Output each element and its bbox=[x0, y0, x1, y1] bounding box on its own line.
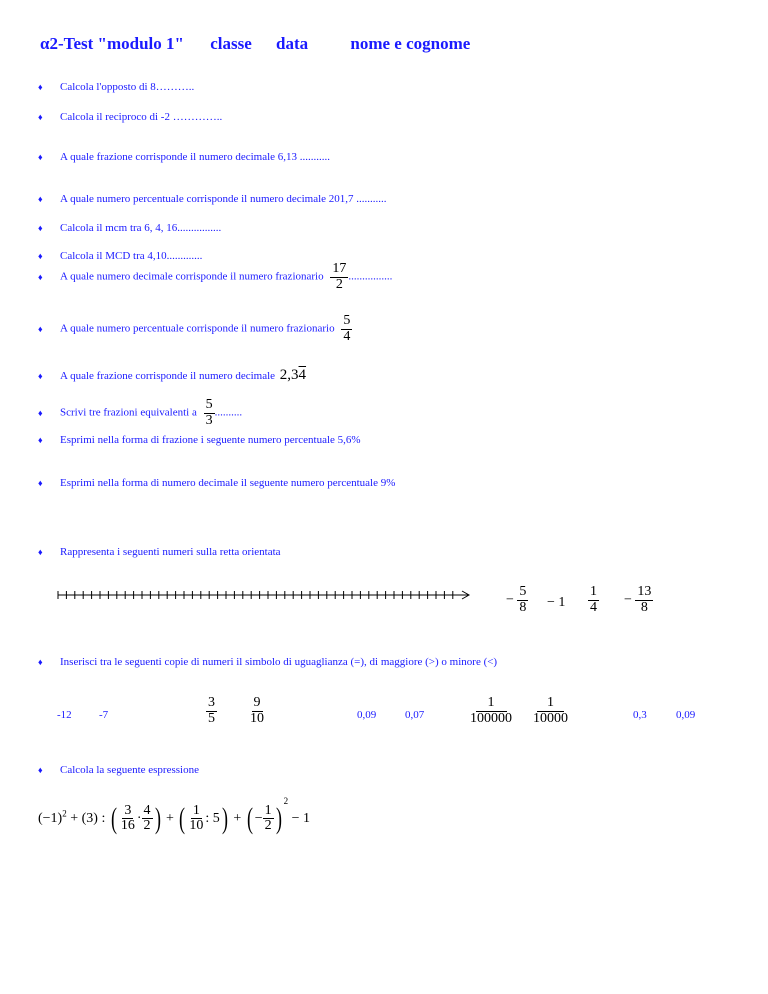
question-11: ♦ Esprimi nella forma di frazione i seguente numero percentuale 5,6% bbox=[38, 434, 361, 446]
question-3: ♦ A quale frazione corrisponde il numero decimale 6,13 ........... bbox=[38, 151, 331, 163]
diamond-icon: ♦ bbox=[38, 324, 43, 335]
periodic-decimal: 2,34 bbox=[279, 367, 307, 383]
question-1: ♦ Calcola l'opposto di 8……….. bbox=[38, 81, 195, 93]
value-minus-13-8: − $\frac{13}{8}$ bbox=[624, 584, 652, 615]
question-4: ♦ A quale numero percentuale corrisponde il numero decimale 201,7 ........... bbox=[38, 193, 387, 205]
pair-1b: -7 bbox=[99, 709, 109, 721]
diamond-icon: ♦ bbox=[38, 765, 43, 776]
pair-4a: $\frac{1}{100000}$ bbox=[470, 695, 512, 726]
diamond-icon: ♦ bbox=[38, 478, 43, 489]
question-7: ♦ A quale numero decimale corrisponde il numero frazionario $\frac{17}{2}$ ................ bbox=[38, 261, 393, 292]
diamond-icon: ♦ bbox=[38, 272, 43, 283]
pair-2b: $\frac{9}{10}$ bbox=[250, 695, 264, 726]
question-9: ♦ A quale frazione corrisponde il numero decimale 2,34 bbox=[38, 367, 307, 383]
question-2: ♦ Calcola il reciproco di -2 ………….. bbox=[38, 111, 223, 123]
question-13: ♦ Rappresenta i seguenti numeri sulla retta orientata bbox=[38, 546, 281, 558]
diamond-icon: ♦ bbox=[38, 408, 43, 419]
pair-5b: 0,09 bbox=[676, 709, 696, 721]
nome-label: nome e cognome bbox=[350, 34, 471, 53]
question-6: ♦ Calcola il MCD tra 4,10............. bbox=[38, 250, 203, 262]
question-5: ♦ Calcola il mcm tra 6, 4, 16................ bbox=[38, 222, 222, 234]
diamond-icon: ♦ bbox=[38, 251, 43, 262]
alpha-symbol: α bbox=[40, 34, 50, 53]
question-10: ♦ Scrivi tre frazioni equivalenti a $\frac{5}{3}$ .......... bbox=[38, 397, 243, 428]
diamond-icon: ♦ bbox=[38, 112, 43, 123]
classe-label: classe bbox=[210, 34, 252, 53]
diamond-icon: ♦ bbox=[38, 435, 43, 446]
diamond-icon: ♦ bbox=[38, 657, 43, 668]
fraction-17-2: $\frac{17}{2}$ bbox=[332, 261, 347, 292]
number-line bbox=[56, 588, 476, 602]
question-8: ♦ A quale numero percentuale corrisponde il numero frazionario $\frac{5}{4}$ bbox=[38, 313, 351, 344]
test-title: 2-Test "modulo 1" bbox=[49, 34, 184, 53]
header bbox=[40, 34, 470, 54]
diamond-icon: ♦ bbox=[38, 82, 43, 93]
diamond-icon: ♦ bbox=[38, 547, 43, 558]
expression: $(-1)^2 + (3)$ : ( $\frac{3}{16}$ · $\frac{4}{2}$ ) + ( $\frac{1}{10}$ : 5) + ( − $\frac{1}{2}$ )$^2$ − 1 bbox=[38, 796, 311, 835]
question-15: ♦ Calcola la seguente espressione bbox=[38, 764, 199, 776]
diamond-icon: ♦ bbox=[38, 223, 43, 234]
fraction-5-3: $\frac{5}{3}$ bbox=[205, 397, 213, 428]
value-1-4: $\frac{1}{4}$ bbox=[590, 584, 597, 615]
fraction-5-4: $\frac{5}{4}$ bbox=[343, 313, 351, 344]
diamond-icon: ♦ bbox=[38, 371, 43, 382]
pair-2a: $\frac{3}{5}$ bbox=[208, 695, 215, 726]
diamond-icon: ♦ bbox=[38, 194, 43, 205]
value-minus-1: − 1 bbox=[547, 595, 566, 610]
pair-1a: -12 bbox=[57, 709, 72, 721]
diamond-icon: ♦ bbox=[38, 152, 43, 163]
value-minus-5-8: − $\frac{5}{8}$ bbox=[506, 584, 527, 615]
question-12: ♦ Esprimi nella forma di numero decimale il seguente numero percentuale 9% bbox=[38, 477, 396, 489]
pair-3b: 0,07 bbox=[405, 709, 425, 721]
question-14: ♦ Inserisci tra le seguenti copie di numeri il simbolo di uguaglianza (=), di maggiore (>) o minore (<) bbox=[38, 656, 498, 668]
pair-5a: 0,3 bbox=[633, 709, 647, 721]
pair-4b: $\frac{1}{10000}$ bbox=[533, 695, 568, 726]
data-label: data bbox=[275, 34, 309, 53]
pair-3a: 0,09 bbox=[357, 709, 377, 721]
